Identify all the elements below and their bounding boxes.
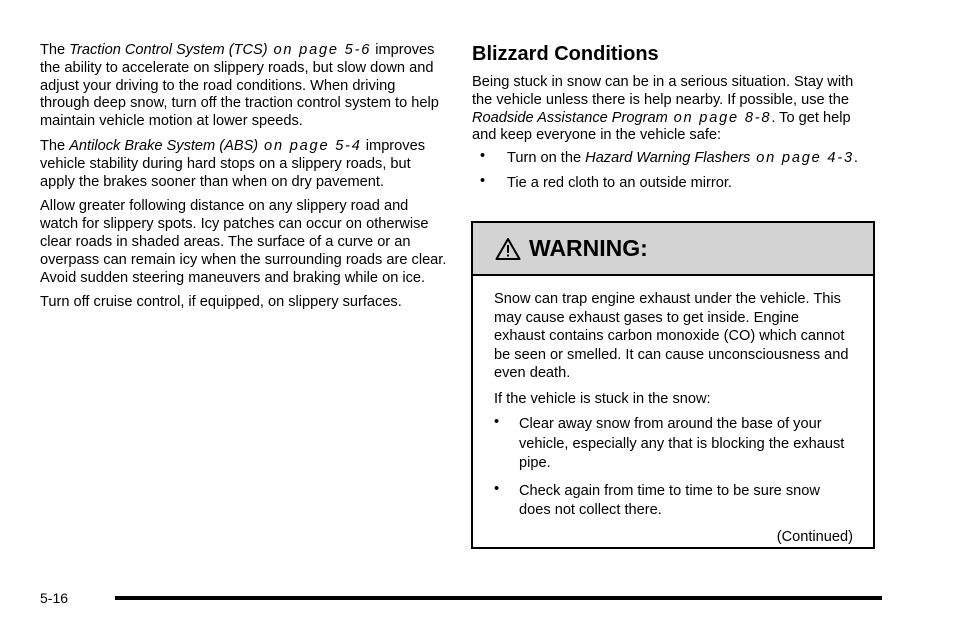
bullet-icon: • <box>494 480 500 497</box>
intro-paragraph <box>472 74 874 145</box>
warning-header <box>473 223 873 276</box>
tcs-paragraph <box>40 42 448 131</box>
text-span: The <box>40 137 70 154</box>
list-item <box>494 415 853 474</box>
abs-paragraph <box>40 138 448 191</box>
warning-paragraph: Snow can trap engine exhaust under the vehicle. This may cause exhaust gases to get inside. Engine exhaust contains carbon monoxide (CO) which cannot be seen or smelled. It can cause unconsciousness and even death. <box>494 291 849 381</box>
cruise-control-paragraph: Turn off cruise control, if equipped, on slippery surfaces. <box>40 294 402 311</box>
text-span: Clear away snow from around the base of your vehicle, especially any that is blocking the exhaust pipe. <box>519 416 845 471</box>
warning-list <box>494 415 853 521</box>
text-span: improves vehicle stability during hard stops on a slippery roads, but apply the brakes sooner than when on dry pavement. <box>40 137 425 190</box>
warning-body <box>473 276 873 546</box>
page-number: 5-16 <box>40 590 69 606</box>
list-item <box>494 482 853 521</box>
section-heading: Blizzard Conditions <box>472 43 659 65</box>
abs-reference-link[interactable]: Antilock Brake System (ABS) <box>69 137 259 154</box>
text-span: . To get help and keep everyone in the vehicle safe: <box>472 109 851 144</box>
text-span: Being stuck in snow can be in a serious situation. Stay with the vehicle unless there is help nearby. If possible, use the <box>472 74 854 108</box>
text-span: . <box>853 150 858 167</box>
bullet-icon: • <box>480 148 486 165</box>
warning-title: WARNING: <box>529 235 648 261</box>
text-span: Turn on the <box>507 150 586 167</box>
text-span: improves the ability to accelerate on slippery roads, but slow down and adjust your driving to the road conditions. When driving through deep snow, turn off the traction control system to help maintain vehicle motion at lower speeds. <box>40 42 439 130</box>
roadside-assistance-link[interactable]: Roadside Assistance Program <box>472 109 668 126</box>
list-item <box>472 150 874 168</box>
abs-page-reference[interactable]: on page 5-4 <box>258 137 362 154</box>
left-column <box>40 42 448 319</box>
list-item <box>472 172 874 193</box>
tcs-reference-link[interactable]: Traction Control System (TCS) <box>69 42 268 58</box>
safety-list <box>472 150 874 193</box>
right-column <box>472 42 874 200</box>
continued-label: (Continued) <box>776 528 853 545</box>
text-span: Check again from time to time to be sure snow does not collect there. <box>519 482 820 518</box>
warning-paragraph: If the vehicle is stuck in the snow: <box>494 390 711 407</box>
text-span: Tie a red cloth to an outside mirror. <box>507 174 732 191</box>
warning-triangle-icon <box>495 237 521 261</box>
bullet-icon: • <box>494 414 500 430</box>
roadside-page-reference[interactable]: on page 8-8 <box>667 109 772 126</box>
tcs-page-reference[interactable]: on page 5-6 <box>267 42 372 58</box>
hazard-page-reference[interactable]: on page 4-3 <box>750 150 854 167</box>
warning-box <box>471 221 875 549</box>
following-distance-paragraph: Allow greater following distance on any slippery road and watch for slippery spots. Icy patches can occur on otherwise clear roads in shaded areas. The surface of a curve or an overpass can remain icy when the surrounding roads are clear. Avoid sudden steering maneuvers and braking while on ice. <box>40 198 447 286</box>
footer-rule <box>115 596 882 600</box>
text-span: The <box>40 42 70 58</box>
hazard-flashers-link[interactable]: Hazard Warning Flashers <box>585 150 751 167</box>
bullet-icon: • <box>480 172 486 189</box>
